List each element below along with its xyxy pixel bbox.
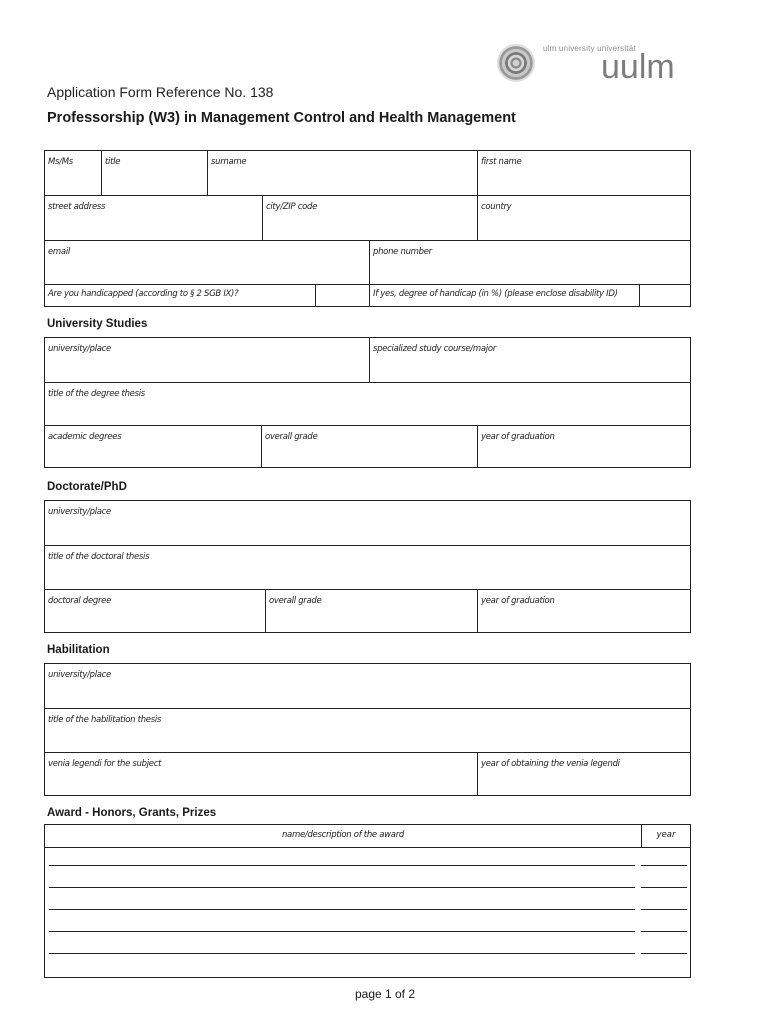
- degree-thesis-row: [45, 382, 690, 425]
- university-grade-field[interactable]: overall grade: [261, 426, 477, 467]
- award-name-line[interactable]: [49, 887, 635, 888]
- logo-wordmark: uulm: [601, 48, 675, 86]
- award-name-line[interactable]: [49, 909, 635, 910]
- page-number: page 1 of 2: [354, 987, 416, 1001]
- habilitation-university-field[interactable]: university/place: [48, 670, 111, 680]
- academic-degrees-field[interactable]: academic degrees: [48, 432, 122, 442]
- study-major-field[interactable]: specialized study course/major: [369, 338, 690, 382]
- habilitation-table: [44, 663, 691, 796]
- handicap-answer-field[interactable]: [315, 285, 369, 306]
- award-year-line[interactable]: [641, 931, 687, 932]
- doctoral-thesis-row: [45, 545, 690, 589]
- handicap-question: Are you handicapped (according to § 2 SGB IX)?: [48, 289, 239, 299]
- reference-number: Application Form Reference No. 138: [47, 84, 274, 100]
- address-row: [45, 195, 690, 240]
- doctorate-university-row: [45, 501, 690, 545]
- doctoral-degree-field[interactable]: doctoral degree: [48, 596, 112, 606]
- doctorate-table: [44, 500, 691, 633]
- degree-row: [45, 425, 690, 467]
- award-table: [44, 824, 691, 978]
- degree-of-handicap-field[interactable]: [639, 285, 690, 306]
- contact-row: [45, 240, 690, 284]
- venia-legendi-field[interactable]: venia legendi for the subject: [48, 759, 162, 769]
- doctoral-thesis-field[interactable]: title of the doctoral thesis: [48, 552, 150, 562]
- award-name-line[interactable]: [49, 931, 635, 932]
- university-studies-table: [44, 337, 691, 468]
- venia-year-field[interactable]: year of obtaining the venia legendi: [477, 753, 690, 795]
- habilitation-heading: Habilitation: [47, 644, 110, 656]
- award-year-column-header: year: [656, 830, 676, 840]
- ms-ms-field[interactable]: Ms/Ms: [48, 157, 73, 167]
- doctorate-university-field[interactable]: university/place: [48, 507, 111, 517]
- doctorate-heading: Doctorate/PhD: [47, 481, 127, 493]
- header-divider: [45, 847, 690, 848]
- award-year-line[interactable]: [641, 887, 687, 888]
- title-field[interactable]: title: [101, 151, 207, 195]
- award-name-line[interactable]: [49, 865, 635, 866]
- habilitation-university-row: [45, 664, 690, 708]
- handicap-row: [45, 284, 690, 306]
- university-studies-heading: University Studies: [47, 318, 148, 330]
- doctorate-graduation-year-field[interactable]: year of graduation: [477, 590, 690, 632]
- city-zip-field[interactable]: city/ZIP code: [262, 196, 477, 240]
- first-name-field[interactable]: first name: [477, 151, 690, 195]
- habilitation-thesis-field[interactable]: title of the habilitation thesis: [48, 715, 162, 725]
- degree-thesis-field[interactable]: title of the degree thesis: [48, 389, 145, 399]
- award-name-line[interactable]: [49, 953, 635, 954]
- university-graduation-year-field[interactable]: year of graduation: [477, 426, 690, 467]
- email-field[interactable]: email: [48, 247, 70, 257]
- doctoral-degree-row: [45, 589, 690, 632]
- logo-subtitle: ulm university universität: [543, 44, 636, 53]
- doctorate-grade-field[interactable]: overall grade: [265, 590, 477, 632]
- university-row: [45, 338, 690, 382]
- phone-field[interactable]: phone number: [369, 241, 690, 284]
- award-year-line[interactable]: [641, 909, 687, 910]
- venia-row: [45, 752, 690, 795]
- street-address-field[interactable]: street address: [48, 202, 106, 212]
- habilitation-thesis-row: [45, 708, 690, 752]
- university-seal-icon: [497, 44, 535, 82]
- name-row: [45, 151, 690, 195]
- surname-field[interactable]: surname: [207, 151, 477, 195]
- country-field[interactable]: country: [477, 196, 690, 240]
- award-heading: Award - Honors, Grants, Prizes: [47, 807, 217, 819]
- university-place-field[interactable]: university/place: [48, 344, 111, 354]
- personal-data-table: [44, 150, 691, 307]
- award-name-column-header: name/description of the award: [281, 830, 405, 840]
- award-year-line[interactable]: [641, 953, 687, 954]
- uulm-logo: [497, 42, 677, 84]
- degree-of-handicap-label: If yes, degree of handicap (in %) (please enclose disability ID): [369, 285, 639, 306]
- page-title: Professorship (W3) in Management Control and Health Management: [47, 110, 516, 126]
- award-year-line[interactable]: [641, 865, 687, 866]
